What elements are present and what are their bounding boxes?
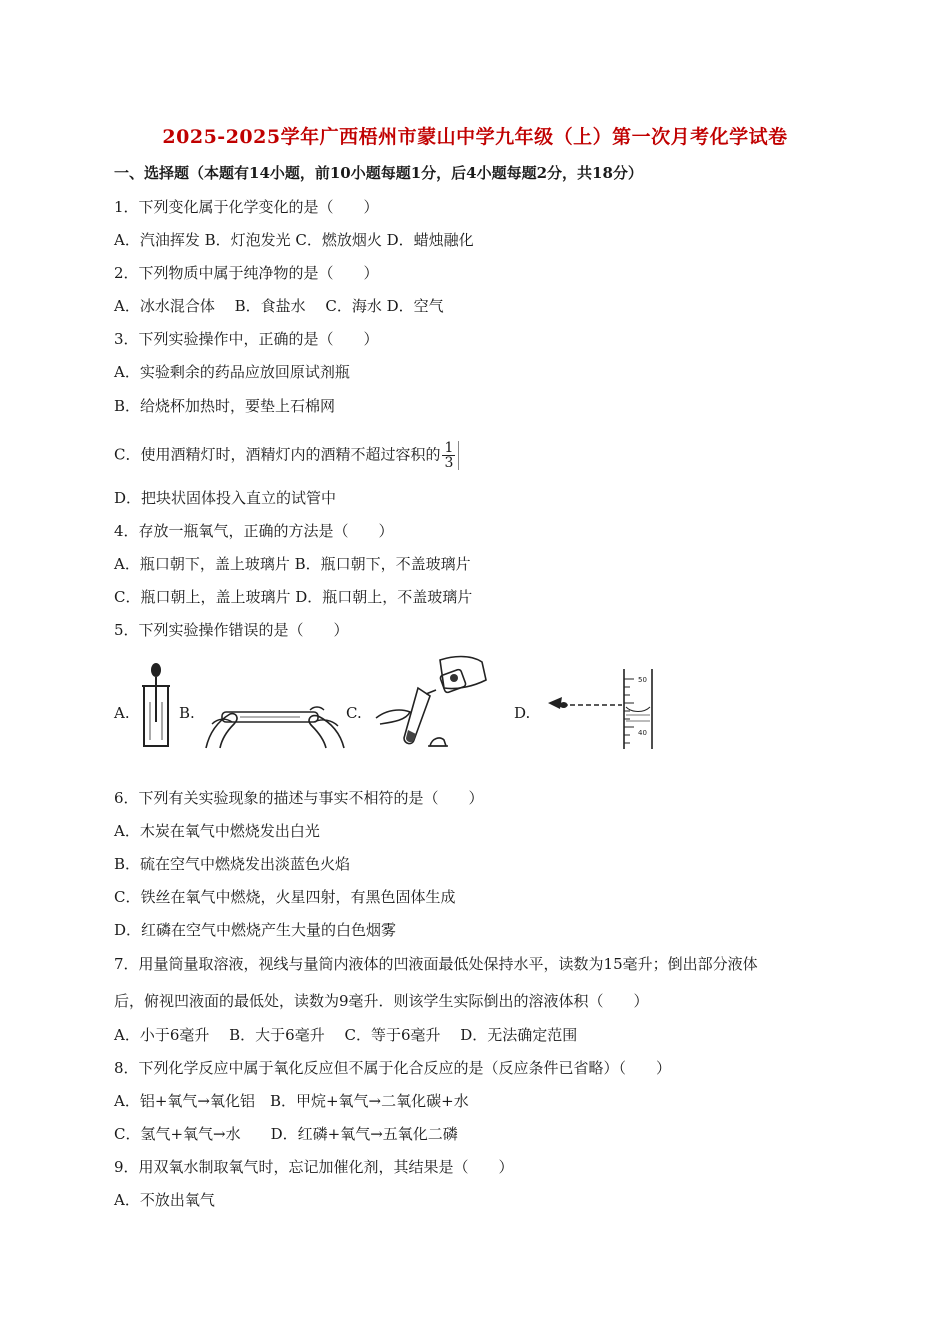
q3-stem: 3．下列实验操作中，正确的是（ ） (114, 330, 379, 348)
q3-option-a: A．实验剩余的药品应放回原试剂瓶 (114, 363, 350, 381)
q3-option-d: D．把块状固体投入直立的试管中 (114, 489, 337, 507)
q7-options: A．小于6毫升 B．大于6毫升 C．等于6毫升 D．无法确定范围 (114, 1026, 578, 1044)
q8-stem: 8．下列化学反应中属于氧化反应但不属于化合反应的是（反应条件已省略）（ ） (114, 1059, 672, 1077)
q7-stem-line1: 7．用量筒量取溶液，视线与量筒内液体的凹液面最低处保持水平，读数为15毫升；倒出部分液体 (114, 955, 758, 973)
fraction-numerator: 1 (444, 440, 454, 456)
cylinder-tick-50: 50 (638, 676, 647, 684)
q8-options-cd: C．氢气+氧气→水 D．红磷+氧气→五氧化二磷 (114, 1125, 458, 1143)
q7-stem-line2: 后，俯视凹液面的最低处，读数为9毫升．则该学生实际倒出的溶液体积（ ） (114, 992, 649, 1010)
pouring-liquid-figure (370, 650, 500, 750)
cylinder-tick-40: 40 (638, 729, 647, 737)
q5-label-d: D. (514, 704, 531, 722)
section-heading: 一、选择题（本题有14小题，前10小题每题1分，后4小题每题2分，共18分） (114, 164, 643, 182)
q6-stem: 6．下列有关实验现象的描述与事实不相符的是（ ） (114, 789, 484, 807)
q2-stem: 2．下列物质中属于纯净物的是（ ） (114, 264, 379, 282)
q6-option-b: B．硫在空气中燃烧发出淡蓝色火焰 (114, 855, 351, 873)
q4-options-ab: A．瓶口朝下，盖上玻璃片 B．瓶口朝下，不盖玻璃片 (114, 555, 471, 573)
fraction-one-third (442, 441, 459, 470)
q6-option-d: D．红磷在空气中燃烧产生大量的白色烟雾 (114, 921, 397, 939)
q3-option-b: B．给烧杯加热时，要垫上石棉网 (114, 397, 336, 415)
q9-stem: 9．用双氧水制取氧气时，忘记加催化剂，其结果是（ ） (114, 1158, 514, 1176)
hands-holding-tube-figure (200, 690, 350, 752)
q3-option-c-text: C．使用酒精灯时，酒精灯内的酒精不超过容积的 (114, 445, 441, 464)
q2-options: A．冰水混合体 B．食盐水 C．海水 D．空气 (114, 297, 444, 315)
q6-option-c: C．铁丝在氧气中燃烧，火星四射，有黑色固体生成 (114, 888, 456, 906)
q6-option-a: A．木炭在氧气中燃烧发出白光 (114, 822, 320, 840)
dropper-in-tube-figure (138, 662, 174, 750)
q3-option-c (114, 441, 459, 470)
fraction-denominator: 3 (444, 455, 454, 471)
q1-stem: 1．下列变化属于化学变化的是（ ） (114, 198, 379, 216)
q5-label-a: A. (114, 704, 130, 722)
exam-title: 2025-2025学年广西梧州市蒙山中学九年级（上）第一次月考化学试卷 (162, 126, 788, 148)
q9-option-a: A．不放出氧气 (114, 1191, 215, 1209)
q5-label-b: B. (179, 704, 195, 722)
q5-label-c: C. (346, 704, 362, 722)
cylinder-reading-figure (540, 665, 670, 751)
q5-stem: 5．下列实验操作错误的是（ ） (114, 621, 349, 639)
q4-options-cd: C．瓶口朝上，盖上玻璃片 D．瓶口朝上，不盖玻璃片 (114, 588, 473, 606)
q8-options-ab: A．铝+氧气→氧化铝 B．甲烷+氧气→二氧化碳+水 (114, 1092, 469, 1110)
q4-stem: 4．存放一瓶氧气，正确的方法是（ ） (114, 522, 394, 540)
q1-options: A．汽油挥发 B．灯泡发光 C．燃放烟火 D．蜡烛融化 (114, 231, 474, 249)
